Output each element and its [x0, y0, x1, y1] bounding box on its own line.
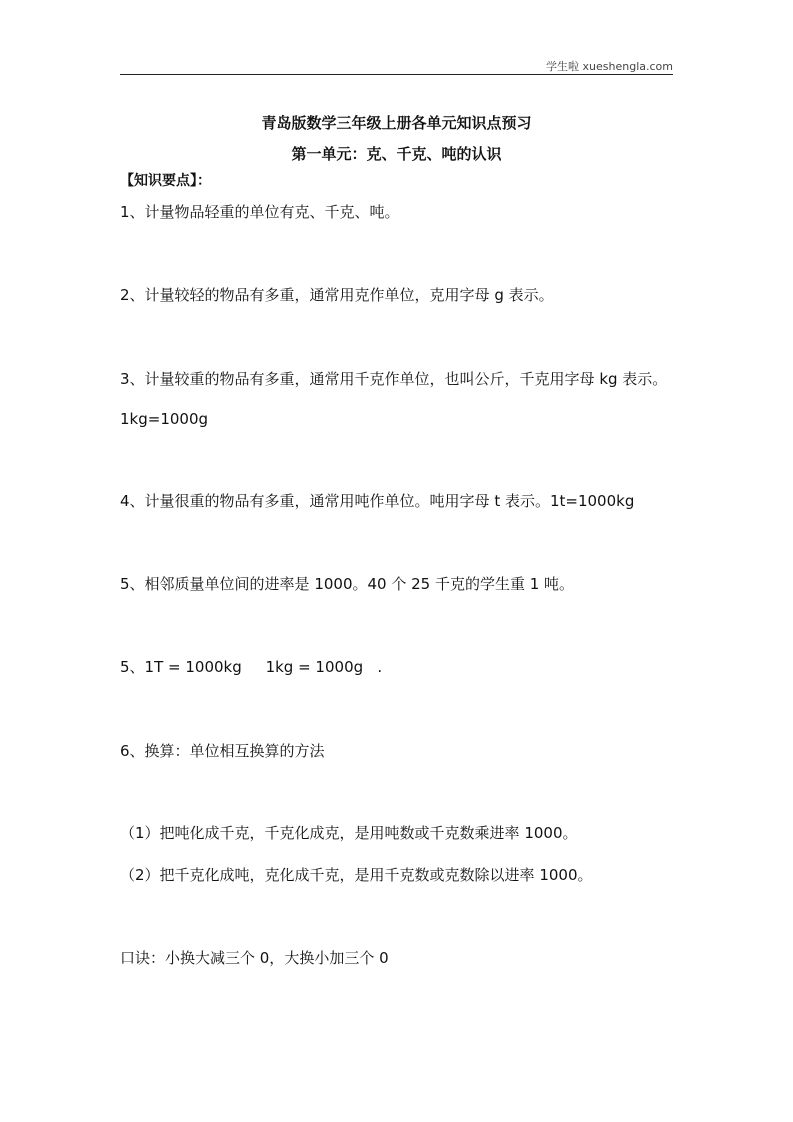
header-site-name: 学生啦 xueshengla.com [546, 60, 673, 73]
conversion-rule-2: （2）把千克化成吨，克化成千克，是用千克数或克数除以进率 1000。 [120, 866, 593, 884]
knowledge-point-2: 2、计量较轻的物品有多重，通常用克作单位，克用字母 g 表示。 [120, 286, 554, 304]
knowledge-point-1: 1、计量物品轻重的单位有克、千克、吨。 [120, 203, 400, 221]
knowledge-point-3: 3、计量较重的物品有多重，通常用千克作单位，也叫公斤，千克用字母 kg 表示。 [120, 370, 668, 388]
knowledge-point-3-formula: 1kg=1000g [120, 410, 209, 428]
knowledge-point-5: 5、相邻质量单位间的进率是 1000。40 个 25 千克的学生重 1 吨。 [120, 575, 575, 593]
header-rule [120, 74, 673, 75]
knowledge-point-5-formula: 5、1T = 1000kg 1kg = 1000g . [120, 658, 383, 676]
mnemonic-line: 口诀：小换大减三个 0，大换小加三个 0 [120, 949, 389, 967]
knowledge-point-6: 6、换算：单位相互换算的方法 [120, 742, 325, 760]
knowledge-point-4: 4、计量很重的物品有多重，通常用吨作单位。吨用字母 t 表示。1t=1000kg [120, 492, 635, 510]
page-title: 青岛版数学三年级上册各单元知识点预习 [261, 114, 532, 132]
conversion-rule-1: （1）把吨化成千克，千克化成克，是用吨数或千克数乘进率 1000。 [120, 824, 578, 842]
section-heading: 【知识要点】： [120, 173, 211, 189]
page-subtitle: 第一单元：克、千克、吨的认识 [291, 145, 502, 163]
